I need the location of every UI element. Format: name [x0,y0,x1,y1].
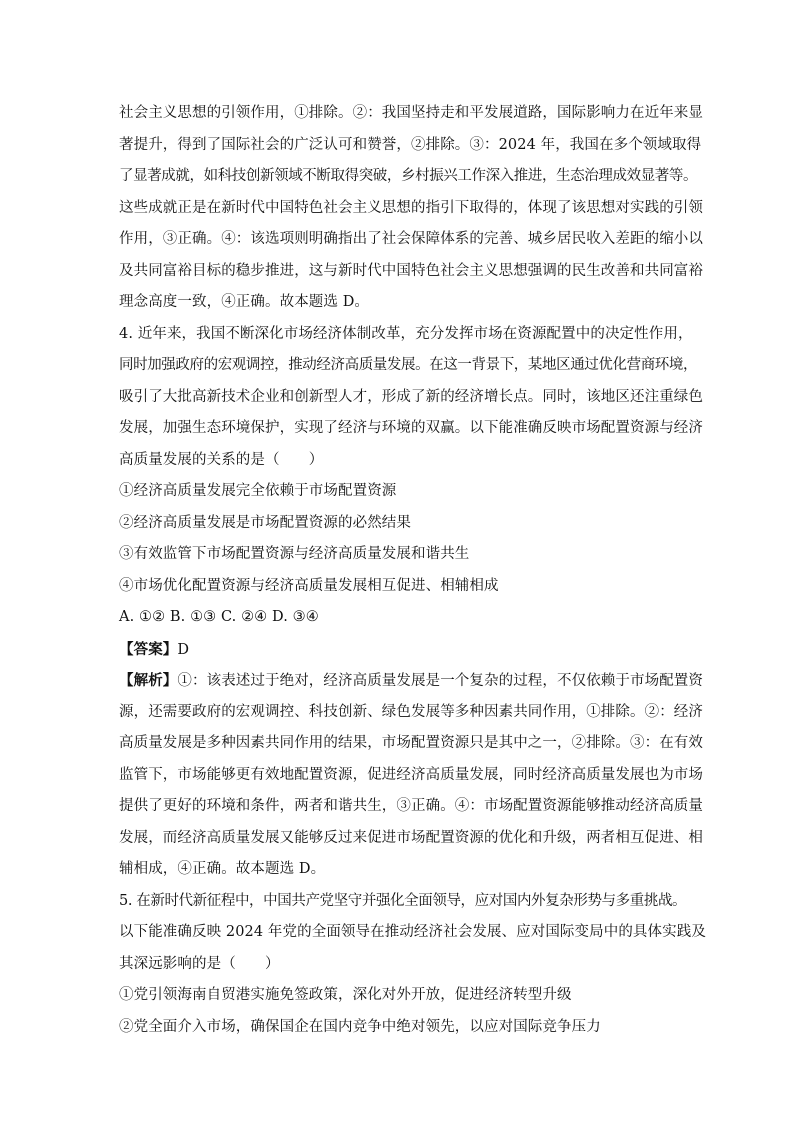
document-content [119,98,706,1043]
question-4-option: ③有效监管下市场配置资源与经济高质量发展和谐共生 [119,546,470,562]
question-4-stem: 发展，加强生态环境保护，实现了经济与环境的双赢。以下能准确反映市场配置资源与经济 [119,420,703,436]
question-4-stem: 4. 近年来，我国不断深化市场经济体制改革，充分发挥市场在资源配置中的决定性作用， [119,325,693,342]
question-4-stem: 吸引了大批高新技术企业和创新型人才，形成了新的经济增长点。同时，该地区还注重绿色 [119,388,703,405]
answer-value: D [177,641,190,658]
question-5-option: ①党引领海南自贸港实施免签政策，深化对外开放，促进经济转型升级 [119,987,572,1003]
question-4-answer [119,634,681,666]
question-4-analysis: 高质量发展是多种因素共同作用的结果，市场配置资源只是其中之一，②排除。③：在有效 [119,735,703,751]
text-line: 理念高度一致，④正确。故本题选 D。 [119,294,370,310]
question-4-analysis: 监管下，市场能够更有效地配置资源，促进经济高质量发展，同时经济高质量发展也为市场 [119,766,703,783]
text-line: 了显著成就，如科技创新领域不断取得突破，乡村振兴工作深入推进，生态治理成效显著等。 [119,168,698,184]
analysis-text: ①：该表述过于绝对，经济高质量发展是一个复杂的过程，不仅依赖于市场配置资 [177,673,704,689]
text-line: 著提升，得到了国际社会的广泛认可和赞誉，②排除。③：2024 年，我国在多个领域取得 [119,136,702,153]
question-5-option: ②党全面介入市场，确保国企在国内竞争中绝对领先，以应对国际竞争压力 [119,1018,601,1035]
question-4-choices: A. ①② B. ①③ C. ②④ D. ③④ [119,609,319,625]
question-5-stem: 以下能准确反映 2024 年党的全面领导在推动经济社会发展、应对国际变局中的具体实践及 [119,924,706,940]
question-4-analysis: 源，还需要政府的宏观调控、科技创新、绿色发展等多种因素共同作用，①排除。②：经济 [119,703,703,720]
question-4-analysis: 提供了更好的环境和条件，两者和谐共生，③正确。④：市场配置资源能够推动经济高质量 [119,798,703,814]
text-line: 社会主义思想的引领作用，①排除。②：我国坚持走和平发展道路，国际影响力在近年来显 [119,105,703,121]
text-line: 作用，③正确。④：该选项则明确指出了社会保障体系的完善、城乡居民收入差距的缩小以 [119,231,703,247]
analysis-tag: 【解析】 [119,672,178,689]
question-4-analysis [119,665,704,697]
text-line: 这些成就正是在新时代中国特色社会主义思想的指引下取得的，体现了该思想对实践的引领 [119,199,703,216]
text-line: 及共同富裕目标的稳步推进，这与新时代中国特色社会主义思想强调的民生改善和共同富裕 [119,262,703,279]
question-4-option: ④市场优化配置资源与经济高质量发展相互促进、相辅相成 [119,577,499,594]
question-4-analysis: 辅相成，④正确。故本题选 D。 [119,861,326,877]
question-4-analysis: 发展，而经济高质量发展又能够反过来促进市场配置资源的优化和升级，两者相互促进、相 [119,829,703,846]
question-5-stem: 5. 在新时代新征程中，中国共产党坚守并强化全面领导，应对国内外复杂形势与多重挑战。 [119,892,687,909]
question-4-stem: 高质量发展的关系的是（ ） [119,451,324,468]
question-5-stem: 其深远影响的是（ ） [119,955,280,972]
question-4-stem: 同时加强政府的宏观调控，推动经济高质量发展。在这一背景下，某地区通过优化营商环境， [119,357,698,373]
question-4-option: ②经济高质量发展是市场配置资源的必然结果 [119,514,411,531]
question-4-option: ①经济高质量发展完全依赖于市场配置资源 [119,483,397,499]
answer-tag: 【答案】 [119,640,178,658]
